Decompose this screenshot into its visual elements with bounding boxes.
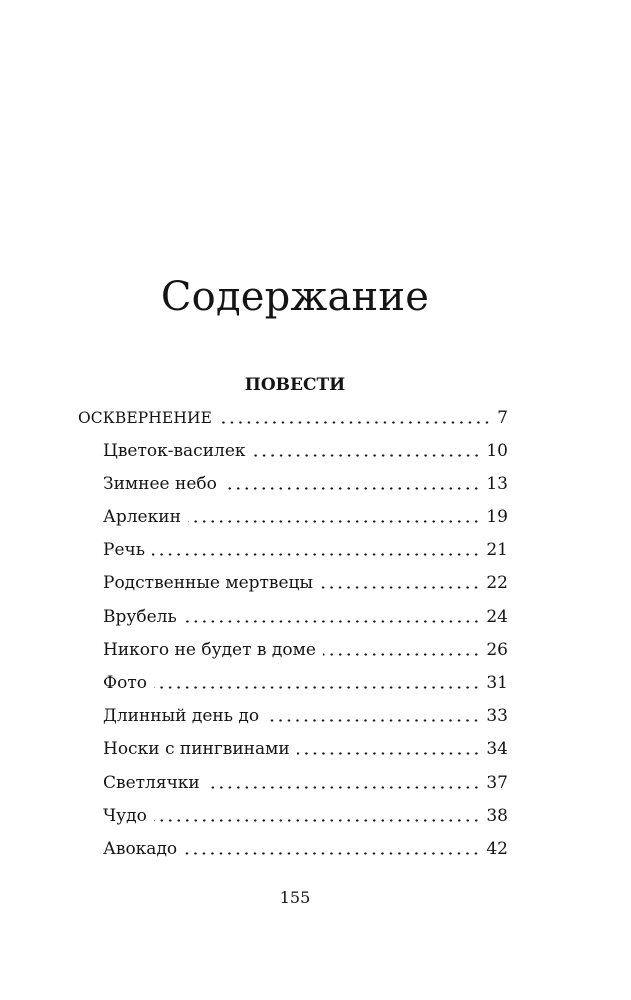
toc-entry-page: 19 bbox=[486, 507, 508, 528]
toc-entry-title: Никого не будет в доме bbox=[103, 639, 316, 660]
toc-dot-leader bbox=[188, 520, 480, 523]
toc-entry-title: Врубель bbox=[103, 606, 177, 627]
toc-entry bbox=[78, 733, 508, 766]
toc-dot-leader bbox=[207, 786, 481, 789]
toc-entry-page: 24 bbox=[486, 606, 508, 627]
toc-entry bbox=[78, 700, 508, 733]
toc-entry-title: Цветок-василек bbox=[103, 440, 246, 461]
toc-dot-leader bbox=[154, 686, 480, 689]
toc-entry bbox=[78, 667, 508, 700]
toc-dot-leader bbox=[320, 586, 480, 589]
toc-entry-page: 42 bbox=[486, 838, 508, 859]
toc-entry-title: ОСКВЕРНЕНИЕ bbox=[78, 408, 212, 427]
toc-entry-page: 13 bbox=[486, 473, 508, 494]
toc-entry bbox=[78, 468, 508, 501]
toc-entry bbox=[78, 634, 508, 667]
toc-entry-title: Речь bbox=[103, 540, 145, 561]
toc-dot-leader bbox=[184, 620, 481, 623]
toc-entry-page: 7 bbox=[497, 407, 508, 428]
toc-entry-title: Зимнее небо bbox=[103, 473, 217, 494]
table-of-contents bbox=[78, 402, 508, 867]
toc-entry-page: 22 bbox=[486, 573, 508, 594]
toc-entry-page: 38 bbox=[486, 805, 508, 826]
toc-entry bbox=[78, 800, 508, 833]
toc-entry-title: Светлячки bbox=[103, 772, 200, 793]
toc-entry-title: Носки с пингвинами bbox=[103, 739, 290, 760]
toc-entry bbox=[78, 601, 508, 634]
toc-entry-page: 26 bbox=[486, 639, 508, 660]
toc-entry-title: Арлекин bbox=[103, 507, 181, 528]
toc-entry-title: Авокадо bbox=[103, 838, 178, 859]
toc-entry bbox=[78, 767, 508, 800]
toc-dot-leader bbox=[266, 719, 480, 722]
toc-entry bbox=[78, 567, 508, 600]
toc-dot-leader bbox=[219, 421, 491, 424]
toc-entry-page: 21 bbox=[486, 540, 508, 561]
page-number: 155 bbox=[279, 888, 311, 907]
section-heading: ПОВЕСТИ bbox=[244, 375, 346, 395]
toc-entry bbox=[78, 833, 508, 866]
page-title: Содержание bbox=[160, 274, 430, 320]
toc-entry-title: Длинный день до bbox=[103, 706, 260, 727]
toc-dot-leader bbox=[297, 752, 481, 755]
toc-entry-page: 34 bbox=[486, 739, 508, 760]
toc-entry bbox=[78, 435, 508, 468]
toc-entry-title: Чудо bbox=[103, 805, 147, 826]
toc-entry bbox=[78, 501, 508, 534]
toc-entry-top bbox=[78, 402, 508, 435]
toc-entry-page: 33 bbox=[486, 706, 508, 727]
toc-dot-leader bbox=[152, 553, 480, 556]
toc-dot-leader bbox=[323, 653, 480, 656]
toc-dot-leader bbox=[253, 454, 481, 457]
toc-entry-title: Родственные мертвецы bbox=[103, 573, 314, 594]
toc-entry-title: Фото bbox=[103, 673, 147, 693]
toc-dot-leader bbox=[154, 819, 481, 822]
toc-dot-leader bbox=[184, 852, 480, 855]
toc-dot-leader bbox=[224, 487, 480, 490]
toc-entry-page: 37 bbox=[486, 772, 508, 793]
toc-entry-page: 31 bbox=[486, 673, 508, 693]
toc-entry bbox=[78, 534, 508, 567]
toc-entry-page: 10 bbox=[486, 440, 508, 461]
